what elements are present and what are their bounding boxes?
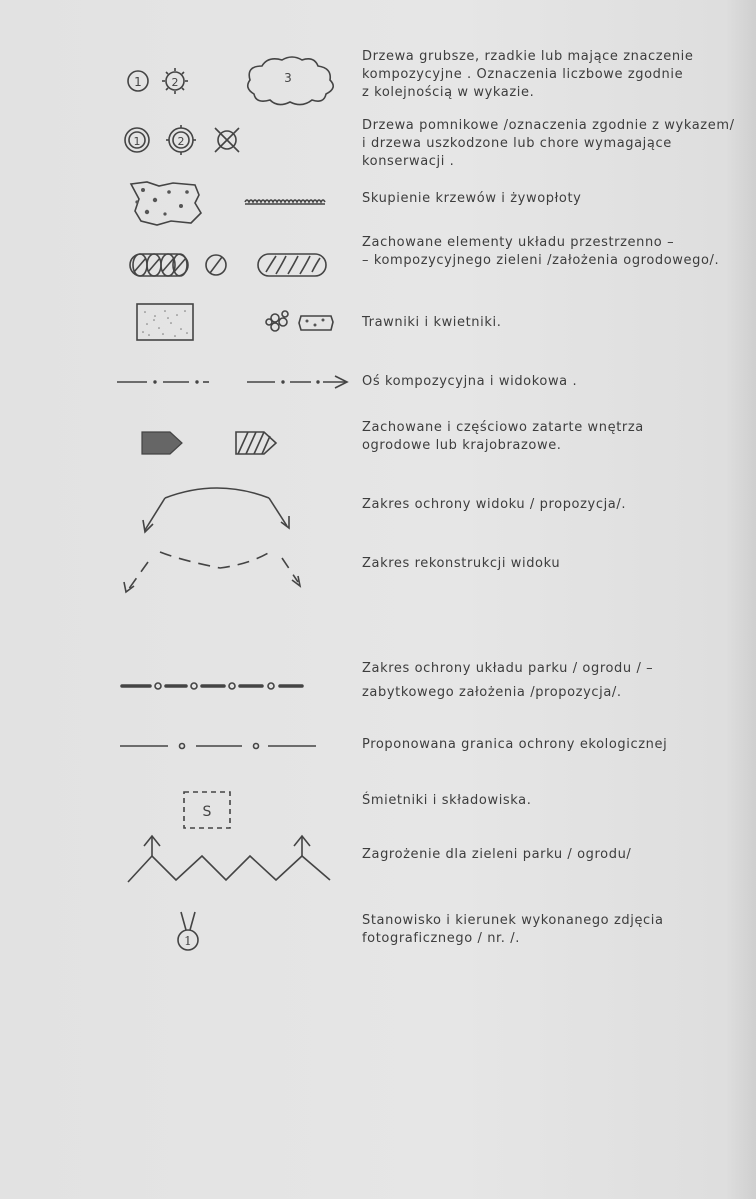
view-protection-arc-icon	[143, 488, 289, 532]
legend-text-ecological-boundary: Proponowana granica ochrony ekologicznej	[362, 737, 668, 752]
legend-text-view-protection: Zakres ochrony widoku / propozycja/.	[362, 497, 627, 512]
preserved-elements-symbols	[128, 248, 338, 282]
legend-text-garden-interiors: Zachowane i częściowo zatarte wnętrza ogrodowe lub krajobrazowe.	[362, 420, 644, 453]
svg-text:2: 2	[177, 135, 185, 148]
garden-interior-symbols	[140, 428, 280, 458]
monument-tree-icon	[125, 128, 149, 152]
tree-number-1: 1	[134, 75, 142, 89]
damaged-tree-icon	[215, 128, 239, 152]
photo-position-symbol	[172, 908, 204, 958]
ecological-boundary-symbol	[118, 738, 318, 754]
view-reconstruction-arc-icon	[128, 552, 298, 590]
hedge-line-icon	[245, 200, 325, 204]
legend-text-trees: Drzewa grubsze, rzadkie lub mające znaczenie kompozycyjne . Oznaczenia liczbowe zgodnie z kolejnością w wykazie.	[362, 49, 694, 100]
axis-symbols	[115, 372, 350, 392]
tree-group-cloud-icon	[248, 57, 333, 105]
flowerbed-icon	[266, 311, 333, 331]
legend-text-monument-trees: Drzewa pomnikowe /oznaczenia zgodnie z wykazem/ i drzewa uszkodzone lub chore wymagające konserwacji .	[362, 118, 735, 169]
legend-text-axis: Oś kompozycyjna i widokowa .	[362, 374, 578, 389]
view-protection-symbol	[135, 484, 300, 544]
lawn-symbols	[135, 302, 345, 344]
monument-tree-spiky-icon	[166, 125, 196, 155]
legend-text-view-reconstruction: Zakres rekonstrukcji widoku	[362, 556, 561, 571]
preserved-element-partial-icon	[258, 254, 326, 276]
tree-circle-icon	[128, 71, 148, 91]
threat-zigzag-icon	[128, 836, 330, 882]
view-reconstruction-symbol	[120, 542, 305, 598]
tree-spiky-circle-icon	[162, 68, 188, 94]
tree-symbols	[120, 58, 350, 108]
ecological-boundary-line-icon	[120, 744, 316, 749]
dump-symbol	[182, 790, 232, 830]
tree-number-2: 2	[171, 76, 179, 89]
tree-group-number: 3	[284, 71, 292, 85]
shrub-cluster-icon	[131, 182, 201, 225]
view-axis-arrow-icon	[247, 376, 347, 388]
legend-text-preserved-elements: Zachowane elementy układu przestrzenno – – kompozycyjnego zieleni /założenia ogrodowego/.	[362, 235, 720, 268]
shrub-symbols	[125, 178, 335, 226]
park-protection-symbol	[120, 678, 310, 694]
preserved-interior-arrow-icon	[142, 432, 182, 454]
legend-text-photo-position: Stanowisko i kierunek wykonanego zdjęcia fotograficznego / nr. /.	[362, 913, 664, 946]
preserved-element-chain-icon	[130, 254, 188, 276]
svg-text:1: 1	[133, 135, 141, 148]
legend-text-park-protection: Zakres ochrony układu parku / ogrodu / – zabytkowego założenia /propozycja/.	[362, 661, 654, 700]
dump-square-icon	[184, 792, 230, 828]
lawn-area-icon	[137, 304, 193, 340]
composition-axis-line-icon	[117, 381, 209, 383]
photo-number: 1	[184, 934, 192, 948]
preserved-element-single-icon	[206, 255, 226, 275]
view-reconstruction-arrowheads-icon	[124, 576, 300, 592]
legend-text-shrubs: Skupienie krzewów i żywopłoty	[362, 191, 582, 206]
threat-symbol	[126, 830, 336, 886]
legend-text-threat: Zagrożenie dla zieleni parku / ogrodu/	[362, 847, 632, 862]
partial-interior-arrow-icon	[236, 432, 276, 454]
monument-tree-symbols	[115, 120, 255, 160]
dump-letter: S	[202, 804, 212, 820]
legend-text-dumps: Śmietniki i składowiska.	[362, 793, 532, 808]
legend-text-lawns: Trawniki i kwietniki.	[362, 315, 502, 330]
